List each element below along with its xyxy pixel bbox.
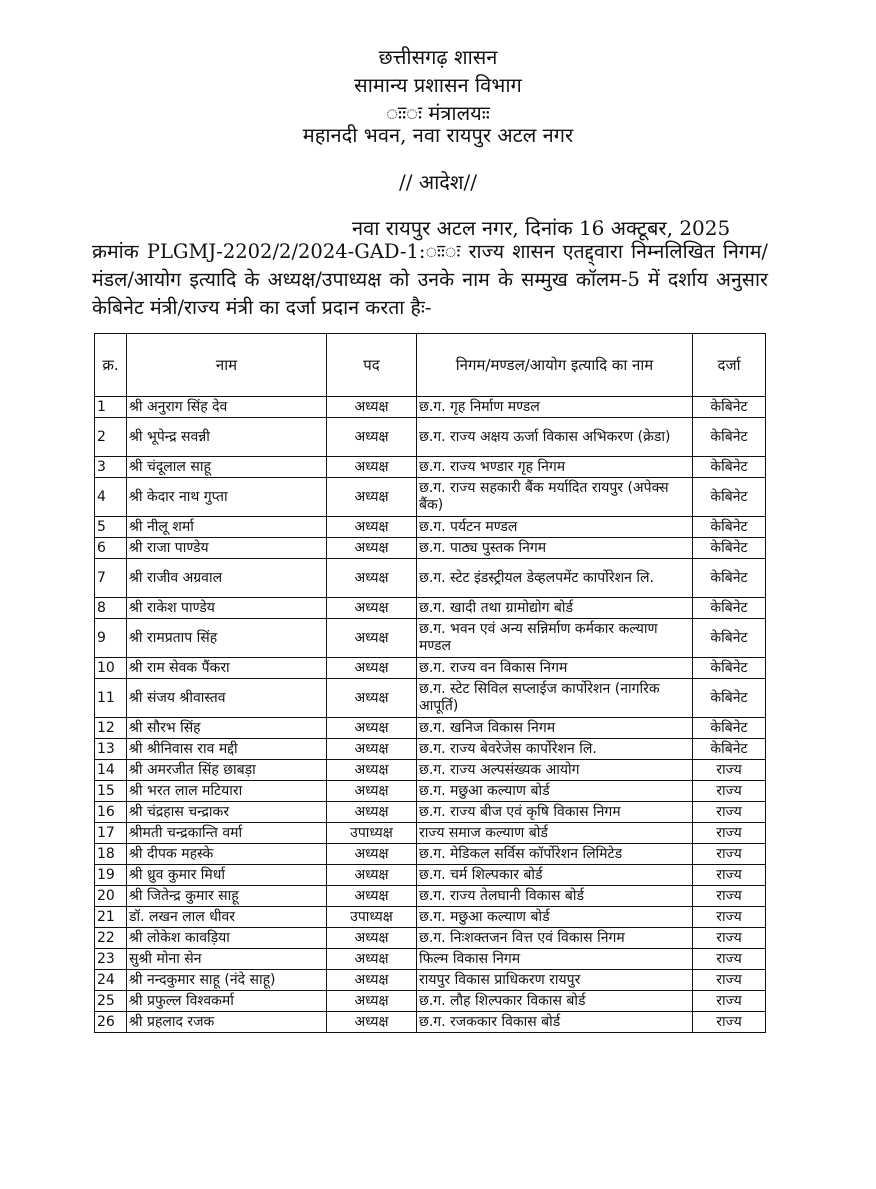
cell-status: केबिनेट [693, 619, 766, 658]
table-row [95, 658, 766, 679]
cell-post: अध्यक्ष [327, 538, 417, 559]
cell-post: अध्यक्ष [327, 949, 417, 970]
cell-no: 26 [95, 1012, 127, 1033]
cell-name: श्री श्रीनिवास राव मद्दी [127, 739, 327, 760]
cell-post: अध्यक्ष [327, 886, 417, 907]
table-row [95, 781, 766, 802]
cell-name: श्री अनुराग सिंह देव [127, 397, 327, 418]
cell-post: अध्यक्ष [327, 679, 417, 718]
cell-status: केबिनेट [693, 718, 766, 739]
cell-no: 4 [95, 478, 127, 517]
cell-status: राज्य [693, 844, 766, 865]
cell-org: छ.ग. खनिज विकास निगम [417, 718, 693, 739]
cell-org: छ.ग. मछुआ कल्याण बोर्ड [417, 907, 693, 928]
cell-no: 20 [95, 886, 127, 907]
table-row [95, 538, 766, 559]
table-row [95, 598, 766, 619]
cell-post: अध्यक्ष [327, 1012, 417, 1033]
appointments-table [94, 333, 766, 1033]
cell-no: 9 [95, 619, 127, 658]
table-row [95, 397, 766, 418]
cell-name: श्री चंदूलाल साहू [127, 457, 327, 478]
cell-org: छ.ग. स्टेट सिविल सप्लाईज कार्पोरेशन (नागरिक आपूर्ति) [417, 679, 693, 718]
cell-name: श्री प्रफुल्ल विश्वकर्मा [127, 991, 327, 1012]
date-line: नवा रायपुर अटल नगर, दिनांक 16 अक्टूबर, 2025 [352, 216, 731, 240]
cell-org: छ.ग. मेडिकल सर्विस कॉर्पोरेशन लिमिटेड [417, 844, 693, 865]
cell-status: राज्य [693, 823, 766, 844]
header-no: क्र. [95, 334, 127, 397]
cell-post: अध्यक्ष [327, 739, 417, 760]
cell-status: केबिनेट [693, 559, 766, 598]
cell-org: छ.ग. राज्य बीज एवं कृषि विकास निगम [417, 802, 693, 823]
cell-no: 6 [95, 538, 127, 559]
cell-status: केबिनेट [693, 658, 766, 679]
table-row [95, 844, 766, 865]
cell-org: छ.ग. राज्य बेवरेजेस कार्पोरेशन लि. [417, 739, 693, 760]
cell-org: छ.ग. निःशक्तजन वित्त एवं विकास निगम [417, 928, 693, 949]
cell-name: श्री दीपक महस्के [127, 844, 327, 865]
cell-status: केबिनेट [693, 679, 766, 718]
table-row [95, 457, 766, 478]
table-row [95, 739, 766, 760]
cell-name: श्री लोकेश कावड़िया [127, 928, 327, 949]
cell-name: श्री नीलू शर्मा [127, 517, 327, 538]
table-row [95, 991, 766, 1012]
cell-no: 19 [95, 865, 127, 886]
cell-post: अध्यक्ष [327, 658, 417, 679]
cell-no: 12 [95, 718, 127, 739]
cell-name: श्री राम सेवक पैंकरा [127, 658, 327, 679]
cell-no: 14 [95, 760, 127, 781]
cell-org: छ.ग. रजककार विकास बोर्ड [417, 1012, 693, 1033]
cell-post: अध्यक्ष [327, 598, 417, 619]
cell-name: श्री राजा पाण्डेय [127, 538, 327, 559]
cell-org: छ.ग. खादी तथा ग्रामोद्योग बोर्ड [417, 598, 693, 619]
cell-no: 8 [95, 598, 127, 619]
cell-org: राज्य समाज कल्याण बोर्ड [417, 823, 693, 844]
cell-org: छ.ग. राज्य अक्षय ऊर्जा विकास अभिकरण (क्रेडा) [417, 418, 693, 457]
table-row [95, 823, 766, 844]
cell-name: श्री सौरभ सिंह [127, 718, 327, 739]
cell-no: 7 [95, 559, 127, 598]
cell-no: 15 [95, 781, 127, 802]
cell-status: राज्य [693, 949, 766, 970]
cell-post: अध्यक्ष [327, 802, 417, 823]
cell-post: अध्यक्ष [327, 928, 417, 949]
header-ministry: ःःः मंत्रालयःः [386, 101, 490, 125]
header-post: पद [327, 334, 417, 397]
table-row [95, 907, 766, 928]
cell-no: 22 [95, 928, 127, 949]
cell-name: श्री ध्रुव कुमार मिर्धा [127, 865, 327, 886]
table-row [95, 970, 766, 991]
cell-org: छ.ग. राज्य भण्डार गृह निगम [417, 457, 693, 478]
header-state: छत्तीसगढ़ शासन [378, 45, 498, 69]
header-department: सामान्य प्रशासन विभाग [354, 73, 522, 97]
cell-status: राज्य [693, 928, 766, 949]
cell-name: श्री राजीव अग्रवाल [127, 559, 327, 598]
cell-post: अध्यक्ष [327, 619, 417, 658]
cell-status: राज्य [693, 907, 766, 928]
cell-no: 1 [95, 397, 127, 418]
cell-org: छ.ग. मछुआ कल्याण बोर्ड [417, 781, 693, 802]
cell-org: फिल्म विकास निगम [417, 949, 693, 970]
cell-status: राज्य [693, 802, 766, 823]
cell-name: श्री जितेन्द्र कुमार साहू [127, 886, 327, 907]
cell-no: 24 [95, 970, 127, 991]
cell-name: श्री प्रहलाद रजक [127, 1012, 327, 1033]
cell-post: अध्यक्ष [327, 718, 417, 739]
table-header-row [95, 334, 766, 397]
cell-org: छ.ग. भवन एवं अन्य सन्निर्माण कर्मकार कल्याण मण्डल [417, 619, 693, 658]
cell-name: श्री संजय श्रीवास्तव [127, 679, 327, 718]
cell-no: 25 [95, 991, 127, 1012]
table-row [95, 886, 766, 907]
cell-post: अध्यक्ष [327, 865, 417, 886]
table-row [95, 802, 766, 823]
cell-org: छ.ग. गृह निर्माण मण्डल [417, 397, 693, 418]
cell-status: राज्य [693, 760, 766, 781]
cell-name: सुश्री मोना सेन [127, 949, 327, 970]
table-body [95, 397, 766, 1033]
cell-name: श्री भूपेन्द्र सवन्नी [127, 418, 327, 457]
cell-name: श्री अमरजीत सिंह छाबड़ा [127, 760, 327, 781]
table-row [95, 865, 766, 886]
cell-status: राज्य [693, 991, 766, 1012]
table-row [95, 949, 766, 970]
cell-org: छ.ग. चर्म शिल्पकार बोर्ड [417, 865, 693, 886]
table-row [95, 1012, 766, 1033]
table-row [95, 517, 766, 538]
table-row [95, 679, 766, 718]
cell-no: 2 [95, 418, 127, 457]
order-title: // आदेश// [399, 170, 477, 194]
cell-post: उपाध्यक्ष [327, 907, 417, 928]
cell-post: अध्यक्ष [327, 970, 417, 991]
cell-name: श्री राकेश पाण्डेय [127, 598, 327, 619]
cell-no: 23 [95, 949, 127, 970]
cell-status: केबिनेट [693, 418, 766, 457]
cell-post: उपाध्यक्ष [327, 823, 417, 844]
cell-org: छ.ग. पर्यटन मण्डल [417, 517, 693, 538]
cell-org: छ.ग. राज्य अल्पसंख्यक आयोग [417, 760, 693, 781]
table-row [95, 559, 766, 598]
cell-post: अध्यक्ष [327, 397, 417, 418]
cell-status: केबिनेट [693, 478, 766, 517]
cell-name: श्री नन्दकुमार साहू (नंदे साहू) [127, 970, 327, 991]
table-row [95, 619, 766, 658]
cell-no: 5 [95, 517, 127, 538]
cell-org: छ.ग. राज्य वन विकास निगम [417, 658, 693, 679]
cell-no: 17 [95, 823, 127, 844]
cell-org: छ.ग. लौह शिल्पकार विकास बोर्ड [417, 991, 693, 1012]
cell-post: अध्यक्ष [327, 844, 417, 865]
cell-post: अध्यक्ष [327, 517, 417, 538]
cell-status: केबिनेट [693, 397, 766, 418]
cell-post: अध्यक्ष [327, 991, 417, 1012]
cell-post: अध्यक्ष [327, 457, 417, 478]
cell-no: 18 [95, 844, 127, 865]
cell-name: श्री भरत लाल मटियारा [127, 781, 327, 802]
cell-no: 21 [95, 907, 127, 928]
cell-no: 3 [95, 457, 127, 478]
header-status: दर्जा [693, 334, 766, 397]
cell-status: केबिनेट [693, 517, 766, 538]
cell-status: केबिनेट [693, 739, 766, 760]
cell-status: राज्य [693, 970, 766, 991]
cell-org: छ.ग. स्टेट इंडस्ट्रीयल डेव्हलपमेंट कार्पोरेशन लि. [417, 559, 693, 598]
cell-post: अध्यक्ष [327, 478, 417, 517]
order-text: क्रमांक PLGMJ-2202/2/2024-GAD-1:ःःः राज्य शासन एतद्द्वारा निम्नलिखित निगम/मंडल/आयोग इत्यादि के अध्यक्ष/उपाध्यक्ष को उनके नाम के सम्मुख कॉलम-5 में दर्शाय अनुसार केबिनेट मंत्री/राज्य मंत्री का दर्जा प्रदान करता हैः- [92, 240, 768, 319]
cell-status: राज्य [693, 865, 766, 886]
table-row [95, 478, 766, 517]
cell-no: 10 [95, 658, 127, 679]
cell-no: 16 [95, 802, 127, 823]
cell-status: केबिनेट [693, 457, 766, 478]
cell-name: डॉ. लखन लाल धीवर [127, 907, 327, 928]
table-row [95, 928, 766, 949]
cell-post: अध्यक्ष [327, 559, 417, 598]
cell-no: 13 [95, 739, 127, 760]
cell-name: श्री चंद्रहास चन्द्राकर [127, 802, 327, 823]
table-row [95, 718, 766, 739]
cell-name: श्री केदार नाथ गुप्ता [127, 478, 327, 517]
cell-org: छ.ग. राज्य तेलघानी विकास बोर्ड [417, 886, 693, 907]
cell-status: राज्य [693, 1012, 766, 1033]
cell-org: छ.ग. राज्य सहकारी बैंक मर्यादित रायपुर (अपेक्स बैंक) [417, 478, 693, 517]
cell-post: अध्यक्ष [327, 781, 417, 802]
cell-no: 11 [95, 679, 127, 718]
cell-org: छ.ग. पाठ्य पुस्तक निगम [417, 538, 693, 559]
table-row [95, 418, 766, 457]
cell-post: अध्यक्ष [327, 760, 417, 781]
table-row [95, 760, 766, 781]
header-name: नाम [127, 334, 327, 397]
cell-status: राज्य [693, 886, 766, 907]
cell-status: राज्य [693, 781, 766, 802]
cell-status: केबिनेट [693, 598, 766, 619]
cell-name: श्री रामप्रताप सिंह [127, 619, 327, 658]
header-address: महानदी भवन, नवा रायपुर अटल नगर [302, 123, 574, 147]
header-org: निगम/मण्डल/आयोग इत्यादि का नाम [417, 334, 693, 397]
cell-post: अध्यक्ष [327, 418, 417, 457]
cell-org: रायपुर विकास प्राधिकरण रायपुर [417, 970, 693, 991]
cell-status: केबिनेट [693, 538, 766, 559]
cell-name: श्रीमती चन्द्रकान्ति वर्मा [127, 823, 327, 844]
